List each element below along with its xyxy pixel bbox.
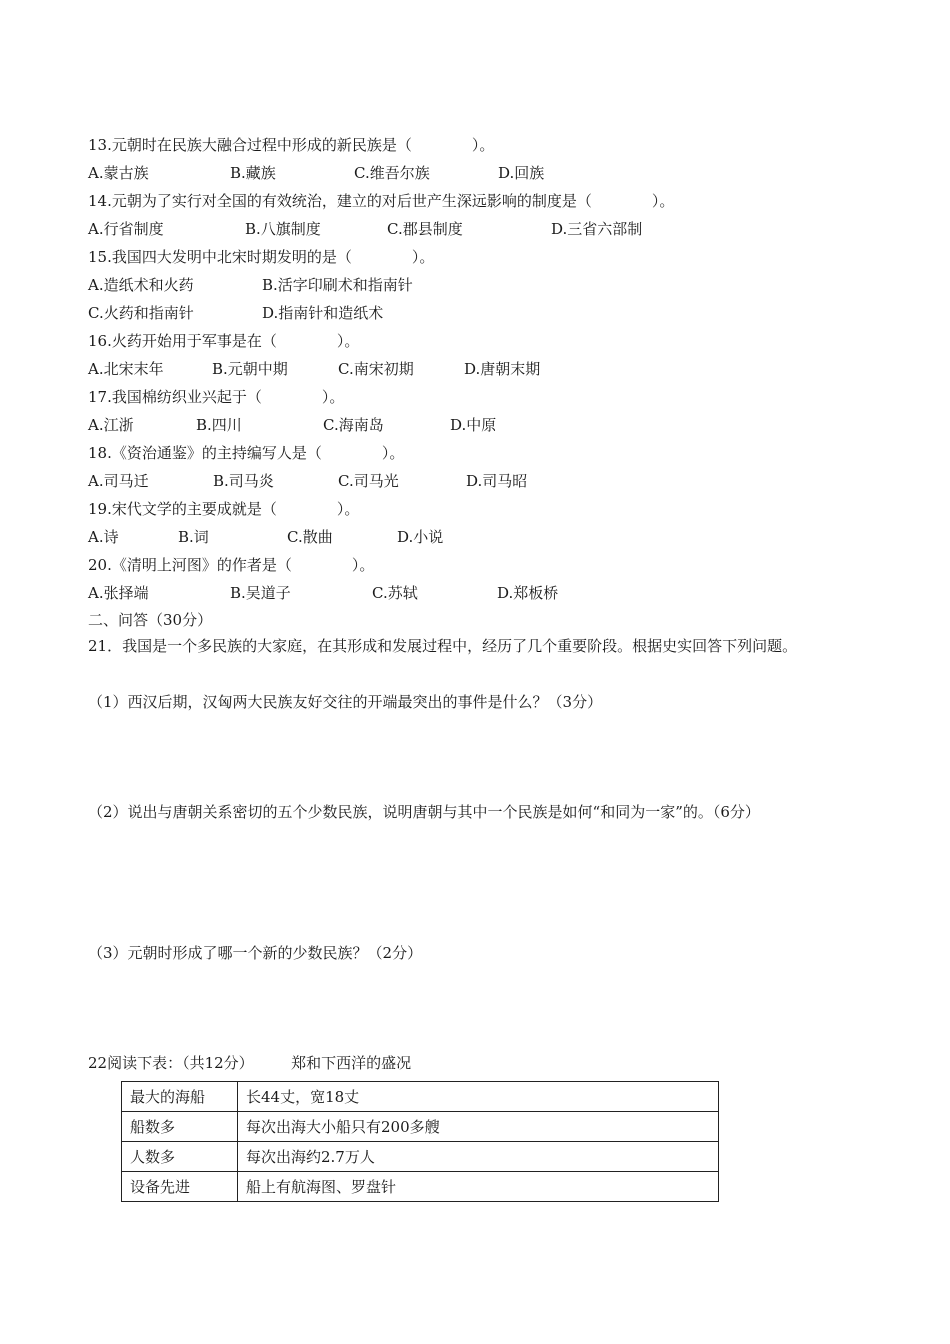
section-2-title: 二、问答（30分） <box>88 611 213 629</box>
q13-option-c: C.维吾尔族 <box>354 164 430 182</box>
table-row <box>122 1142 719 1172</box>
table-key-cell: 人数多 <box>122 1142 238 1172</box>
q13-option-a: A.蒙古族 <box>88 164 149 182</box>
table-key-cell: 设备先进 <box>122 1172 238 1202</box>
question-13-stem: 13.元朝时在民族大融合过程中形成的新民族是（ ）。 <box>88 136 495 154</box>
table-key-cell: 船数多 <box>122 1112 238 1142</box>
q20-option-d: D.郑板桥 <box>497 584 559 602</box>
table-value-cell: 长44丈，宽18丈 <box>238 1082 719 1112</box>
q17-option-b: B.四川 <box>196 416 242 434</box>
q20-option-b: B.吴道子 <box>230 584 291 602</box>
question-16-stem: 16.火药开始用于军事是在（ ）。 <box>88 332 360 350</box>
table-value-cell: 每次出海大小船只有200多艘 <box>238 1112 719 1142</box>
q15-option-d: D.指南针和造纸术 <box>262 304 384 322</box>
q16-option-d: D.唐朝末期 <box>464 360 541 378</box>
question-18-stem: 18.《资治通鉴》的主持编写人是（ ）。 <box>88 444 405 462</box>
q15-option-a: A.造纸术和火药 <box>88 276 194 294</box>
q20-option-a: A.张择端 <box>88 584 149 602</box>
zheng-he-voyage-table <box>121 1081 719 1202</box>
q19-option-d: D.小说 <box>397 528 444 546</box>
q14-option-d: D.三省六部制 <box>551 220 643 238</box>
q17-option-d: D.中原 <box>450 416 497 434</box>
question-14-stem: 14.元朝为了实行对全国的有效统治，建立的对后世产生深远影响的制度是（ ）。 <box>88 192 675 210</box>
table-value-cell: 每次出海约2.7万人 <box>238 1142 719 1172</box>
table-row <box>122 1172 719 1202</box>
question-21-part-3: （3）元朝时形成了哪一个新的少数民族？（2分） <box>88 944 423 962</box>
question-20-stem: 20.《清明上河图》的作者是（ ）。 <box>88 556 375 574</box>
q17-option-a: A.江浙 <box>88 416 134 434</box>
question-21-intro: 21．我国是一个多民族的大家庭，在其形成和发展过程中，经历了几个重要阶段。根据史实回答下列问题。 <box>88 637 798 655</box>
q15-option-b: B.活字印刷术和指南针 <box>262 276 413 294</box>
question-21-part-1: （1）西汉后期，汉匈两大民族友好交往的开端最突出的事件是什么？（3分） <box>88 693 603 711</box>
q18-option-d: D.司马昭 <box>466 472 528 490</box>
question-22-title: 22阅读下表：（共12分） 郑和下西洋的盛况 <box>88 1054 412 1072</box>
table-row <box>122 1082 719 1112</box>
q20-option-c: C.苏轼 <box>372 584 418 602</box>
q17-option-c: C.海南岛 <box>323 416 384 434</box>
q15-option-c: C.火药和指南针 <box>88 304 194 322</box>
q14-option-c: C.郡县制度 <box>387 220 463 238</box>
question-15-stem: 15.我国四大发明中北宋时期发明的是（ ）。 <box>88 248 435 266</box>
q14-option-b: B.八旗制度 <box>245 220 321 238</box>
q19-option-a: A.诗 <box>88 528 119 546</box>
table-key-cell: 最大的海船 <box>122 1082 238 1112</box>
q19-option-b: B.词 <box>178 528 209 546</box>
question-19-stem: 19.宋代文学的主要成就是（ ）。 <box>88 500 360 518</box>
q13-option-d: D.回族 <box>498 164 545 182</box>
q16-option-a: A.北宋末年 <box>88 360 164 378</box>
q18-option-b: B.司马炎 <box>213 472 274 490</box>
q14-option-a: A.行省制度 <box>88 220 164 238</box>
q18-option-a: A.司马迁 <box>88 472 149 490</box>
question-21-part-2: （2）说出与唐朝关系密切的五个少数民族，说明唐朝与其中一个民族是如何“和同为一家”的。（6分） <box>88 803 760 821</box>
question-17-stem: 17.我国棉纺织业兴起于（ ）。 <box>88 388 345 406</box>
q13-option-b: B.藏族 <box>230 164 276 182</box>
table-row <box>122 1112 719 1142</box>
q19-option-c: C.散曲 <box>287 528 333 546</box>
q16-option-c: C.南宋初期 <box>338 360 414 378</box>
q16-option-b: B.元朝中期 <box>212 360 288 378</box>
q18-option-c: C.司马光 <box>338 472 399 490</box>
table-value-cell: 船上有航海图、罗盘针 <box>238 1172 719 1202</box>
